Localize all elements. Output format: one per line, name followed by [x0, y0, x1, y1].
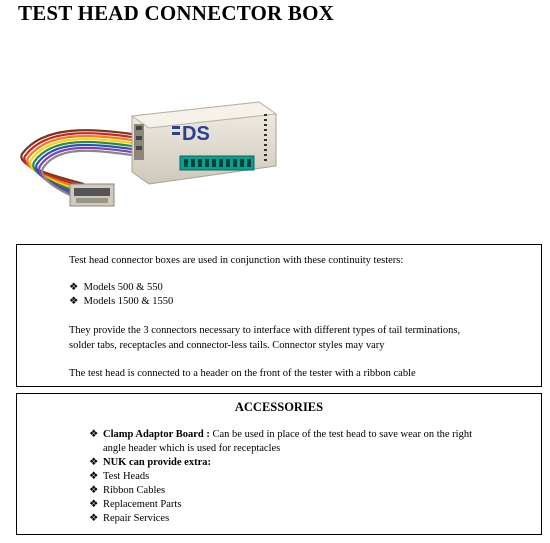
page-title: TEST HEAD CONNECTOR BOX [18, 1, 334, 25]
bullet-icon: ❖ [89, 485, 99, 496]
accessories-heading: ACCESSORIES [234, 400, 324, 414]
model-item: ❖ Models 500 & 550 [69, 282, 163, 293]
connectors-paragraph-line-1: They provide the 3 connectors necessary to interface with different types of tail terminations, [69, 325, 461, 336]
model-item: ❖ Models 1500 & 1550 [69, 296, 174, 307]
connectors-paragraph-line-2: solder tabs, receptacles and connector-less tails. Connector styles may vary [69, 340, 385, 351]
description-box [16, 244, 542, 387]
bullet-icon: ❖ [69, 282, 79, 293]
bullet-icon: ❖ [89, 499, 99, 510]
accessory-item: ❖ Test Heads [89, 471, 150, 482]
ribbon-end-connector [70, 184, 114, 206]
accessory-item-nuk: ❖ NUK can provide extra: [89, 457, 211, 468]
accessories-box [16, 393, 542, 535]
bullet-icon: ❖ [89, 513, 99, 524]
ribbon-cable-paragraph: The test head is connected to a header on the front of the tester with a ribbon cable [69, 368, 416, 379]
bullet-icon: ❖ [69, 296, 79, 307]
accessory-item: ❖ Replacement Parts [89, 499, 182, 510]
accessory-item: ❖ Repair Services [89, 513, 170, 524]
accessory-item-clamp: ❖ Clamp Adaptor Board : Can be used in place of the test head to save wear on the right [89, 429, 472, 440]
accessory-item: ❖ Ribbon Cables [89, 485, 166, 496]
intro-text: Test head connector boxes are used in conjunction with these continuity testers: [69, 255, 404, 266]
accessory-item-clamp-continued: angle header which is used for receptacles [103, 443, 281, 454]
bullet-icon: ❖ [89, 457, 99, 468]
bullet-icon: ❖ [89, 429, 99, 440]
svg-text:DS: DS [182, 123, 210, 145]
connector-box [132, 102, 276, 184]
bullet-icon: ❖ [89, 471, 99, 482]
connector-box-photo [14, 84, 284, 224]
